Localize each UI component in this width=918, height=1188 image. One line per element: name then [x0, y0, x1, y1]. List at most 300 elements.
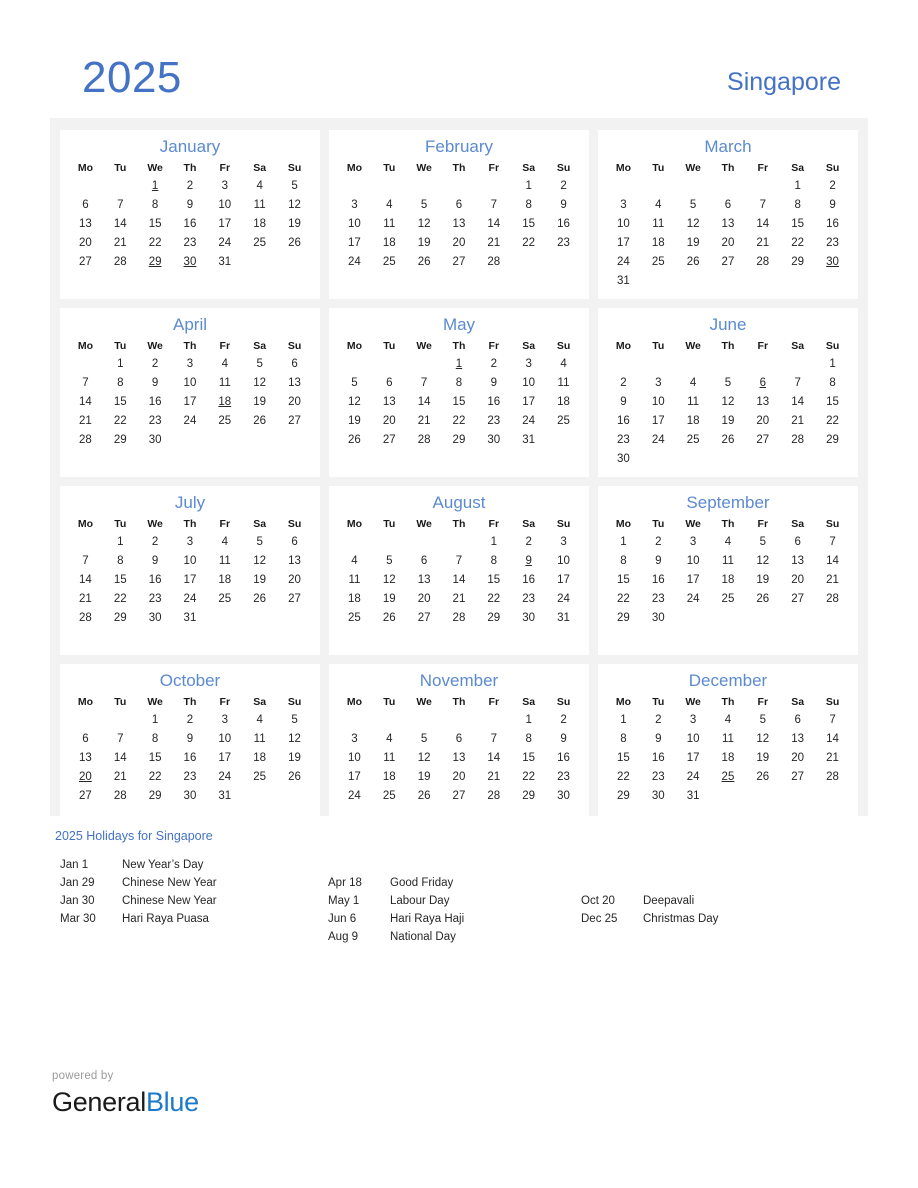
day-cell[interactable]: 29 [113, 434, 127, 446]
day-cell[interactable]: 23 [557, 237, 570, 249]
day-cell[interactable]: 19 [756, 752, 770, 764]
day-cell[interactable]: 10 [218, 733, 232, 745]
day-cell[interactable]: 9 [151, 555, 159, 567]
day-cell-holiday[interactable]: 1 [151, 180, 159, 192]
day-cell[interactable]: 7 [117, 199, 124, 211]
day-cell[interactable]: 10 [183, 377, 197, 389]
day-cell[interactable]: 19 [253, 396, 267, 408]
day-cell[interactable]: 24 [183, 593, 197, 605]
day-cell[interactable]: 22 [113, 593, 127, 605]
day-cell[interactable]: 24 [183, 415, 197, 427]
day-cell[interactable]: 18 [686, 415, 700, 427]
day-cell[interactable]: 25 [253, 771, 267, 783]
day-cell[interactable]: 17 [348, 237, 361, 249]
day-cell[interactable]: 1 [525, 714, 532, 726]
day-cell[interactable]: 28 [826, 771, 839, 783]
day-cell[interactable]: 13 [756, 396, 770, 408]
day-cell[interactable]: 1 [490, 536, 497, 548]
day-cell[interactable]: 30 [557, 790, 570, 802]
day-cell[interactable]: 4 [655, 199, 662, 211]
day-cell[interactable]: 22 [617, 771, 630, 783]
day-cell[interactable]: 7 [829, 714, 836, 726]
day-cell[interactable]: 31 [686, 790, 700, 802]
day-cell[interactable]: 9 [186, 733, 194, 745]
day-cell[interactable]: 29 [791, 256, 805, 268]
day-cell[interactable]: 27 [452, 790, 466, 802]
day-cell[interactable]: 27 [721, 256, 735, 268]
day-cell[interactable]: 5 [759, 536, 766, 548]
day-cell[interactable]: 7 [490, 199, 497, 211]
day-cell[interactable]: 4 [256, 714, 263, 726]
day-cell[interactable]: 16 [651, 574, 665, 586]
day-cell[interactable]: 31 [218, 256, 232, 268]
day-cell[interactable]: 15 [617, 752, 630, 764]
day-cell[interactable]: 13 [382, 396, 396, 408]
day-cell[interactable]: 18 [253, 752, 267, 764]
day-cell[interactable]: 30 [617, 453, 630, 465]
day-cell[interactable]: 22 [487, 593, 501, 605]
day-cell[interactable]: 2 [655, 536, 662, 548]
day-cell[interactable]: 14 [113, 218, 127, 230]
day-cell[interactable]: 27 [288, 593, 301, 605]
day-cell[interactable]: 10 [348, 218, 361, 230]
day-cell[interactable]: 5 [256, 358, 263, 370]
day-cell[interactable]: 8 [117, 377, 124, 389]
day-cell[interactable]: 5 [256, 536, 263, 548]
day-cell[interactable]: 29 [617, 612, 630, 624]
day-cell[interactable]: 7 [82, 377, 89, 389]
day-cell[interactable]: 28 [417, 434, 431, 446]
day-cell[interactable]: 18 [721, 574, 735, 586]
day-cell[interactable]: 17 [686, 574, 700, 586]
day-cell[interactable]: 12 [756, 733, 770, 745]
day-cell[interactable]: 21 [417, 415, 431, 427]
day-cell[interactable]: 2 [655, 714, 662, 726]
day-cell[interactable]: 18 [218, 574, 232, 586]
day-cell[interactable]: 26 [253, 415, 267, 427]
day-cell[interactable]: 11 [652, 218, 665, 230]
day-cell[interactable]: 21 [113, 237, 127, 249]
day-cell[interactable]: 14 [79, 396, 92, 408]
day-cell[interactable]: 22 [522, 237, 536, 249]
day-cell[interactable]: 4 [560, 358, 567, 370]
day-cell[interactable]: 30 [148, 612, 162, 624]
day-cell[interactable]: 30 [522, 612, 536, 624]
day-cell[interactable]: 29 [452, 434, 466, 446]
day-cell[interactable]: 16 [183, 752, 197, 764]
day-cell[interactable]: 19 [253, 574, 267, 586]
day-cell[interactable]: 23 [148, 415, 162, 427]
day-cell[interactable]: 18 [557, 396, 570, 408]
day-cell[interactable]: 16 [183, 218, 197, 230]
day-cell[interactable]: 9 [620, 396, 627, 408]
day-cell[interactable]: 6 [455, 199, 463, 211]
day-cell[interactable]: 22 [617, 593, 630, 605]
day-cell[interactable]: 11 [253, 199, 266, 211]
day-cell[interactable]: 6 [291, 358, 298, 370]
day-cell[interactable]: 13 [79, 752, 92, 764]
day-cell[interactable]: 11 [253, 733, 266, 745]
day-cell[interactable]: 28 [113, 790, 127, 802]
day-cell[interactable]: 16 [557, 218, 570, 230]
day-cell[interactable]: 12 [253, 377, 267, 389]
day-cell[interactable]: 22 [791, 237, 805, 249]
day-cell[interactable]: 3 [351, 199, 358, 211]
day-cell[interactable]: 15 [148, 752, 162, 764]
day-cell[interactable]: 1 [117, 358, 124, 370]
day-cell[interactable]: 2 [490, 358, 497, 370]
day-cell[interactable]: 19 [348, 415, 361, 427]
day-cell[interactable]: 25 [686, 434, 700, 446]
day-cell[interactable]: 6 [420, 555, 428, 567]
day-cell[interactable]: 3 [560, 536, 567, 548]
day-cell-holiday[interactable]: 30 [826, 256, 839, 268]
day-cell[interactable]: 12 [382, 574, 396, 586]
day-cell[interactable]: 12 [348, 396, 361, 408]
day-cell[interactable]: 26 [756, 771, 770, 783]
day-cell[interactable]: 27 [791, 771, 805, 783]
day-cell[interactable]: 5 [759, 714, 766, 726]
day-cell[interactable]: 8 [794, 199, 801, 211]
day-cell[interactable]: 25 [651, 256, 665, 268]
day-cell[interactable]: 14 [756, 218, 770, 230]
day-cell[interactable]: 26 [686, 256, 700, 268]
day-cell[interactable]: 23 [148, 593, 162, 605]
day-cell[interactable]: 13 [721, 218, 735, 230]
day-cell[interactable]: 21 [487, 237, 501, 249]
day-cell[interactable]: 21 [79, 593, 92, 605]
day-cell[interactable]: 7 [420, 377, 428, 389]
day-cell[interactable]: 12 [417, 218, 431, 230]
day-cell[interactable]: 22 [148, 237, 162, 249]
day-cell[interactable]: 20 [791, 752, 805, 764]
day-cell[interactable]: 26 [348, 434, 361, 446]
day-cell[interactable]: 7 [82, 555, 89, 567]
day-cell[interactable]: 25 [721, 593, 735, 605]
day-cell[interactable]: 8 [151, 199, 159, 211]
day-cell[interactable]: 15 [452, 396, 466, 408]
day-cell[interactable]: 16 [557, 752, 570, 764]
day-cell[interactable]: 3 [221, 180, 228, 192]
day-cell[interactable]: 26 [253, 593, 267, 605]
day-cell[interactable]: 20 [288, 396, 301, 408]
day-cell[interactable]: 29 [826, 434, 839, 446]
day-cell[interactable]: 6 [794, 714, 801, 726]
day-cell[interactable]: 28 [791, 434, 805, 446]
day-cell[interactable]: 27 [417, 612, 431, 624]
day-cell[interactable]: 26 [756, 593, 770, 605]
day-cell[interactable]: 27 [288, 415, 301, 427]
day-cell[interactable]: 23 [651, 771, 665, 783]
day-cell[interactable]: 7 [829, 536, 836, 548]
day-cell[interactable]: 15 [113, 396, 127, 408]
day-cell[interactable]: 17 [218, 218, 232, 230]
day-cell[interactable]: 8 [829, 377, 836, 389]
day-cell[interactable]: 3 [620, 199, 627, 211]
day-cell[interactable]: 29 [487, 612, 501, 624]
day-cell[interactable]: 1 [151, 714, 159, 726]
day-cell[interactable]: 8 [455, 377, 463, 389]
day-cell[interactable]: 30 [183, 790, 197, 802]
day-cell[interactable]: 1 [620, 536, 627, 548]
day-cell[interactable]: 30 [148, 434, 162, 446]
day-cell[interactable]: 19 [686, 237, 700, 249]
day-cell[interactable]: 8 [620, 733, 627, 745]
day-cell[interactable]: 10 [686, 733, 700, 745]
day-cell[interactable]: 28 [452, 612, 466, 624]
day-cell[interactable]: 3 [186, 536, 194, 548]
day-cell[interactable]: 3 [689, 714, 697, 726]
day-cell[interactable]: 6 [291, 536, 298, 548]
day-cell[interactable]: 12 [721, 396, 735, 408]
day-cell[interactable]: 20 [417, 593, 431, 605]
day-cell[interactable]: 8 [117, 555, 124, 567]
day-cell[interactable]: 25 [382, 256, 396, 268]
day-cell[interactable]: 2 [186, 180, 194, 192]
day-cell[interactable]: 2 [186, 714, 194, 726]
day-cell-holiday[interactable]: 9 [525, 555, 532, 567]
day-cell[interactable]: 3 [351, 733, 358, 745]
day-cell[interactable]: 15 [791, 218, 805, 230]
day-cell[interactable]: 28 [113, 256, 127, 268]
day-cell[interactable]: 23 [826, 237, 839, 249]
day-cell[interactable]: 4 [724, 714, 732, 726]
day-cell[interactable]: 29 [148, 790, 162, 802]
day-cell[interactable]: 3 [525, 358, 532, 370]
day-cell[interactable]: 13 [452, 218, 466, 230]
day-cell[interactable]: 25 [348, 612, 361, 624]
day-cell[interactable]: 5 [420, 733, 428, 745]
day-cell[interactable]: 7 [455, 555, 463, 567]
day-cell[interactable]: 8 [490, 555, 497, 567]
day-cell[interactable]: 24 [218, 237, 232, 249]
day-cell[interactable]: 11 [687, 396, 700, 408]
day-cell[interactable]: 4 [386, 199, 393, 211]
day-cell[interactable]: 24 [651, 434, 665, 446]
day-cell[interactable]: 4 [221, 536, 228, 548]
day-cell[interactable]: 20 [382, 415, 396, 427]
day-cell[interactable]: 17 [617, 237, 630, 249]
day-cell[interactable]: 14 [826, 555, 839, 567]
day-cell[interactable]: 23 [183, 237, 197, 249]
day-cell[interactable]: 28 [487, 256, 501, 268]
day-cell[interactable]: 20 [721, 237, 735, 249]
day-cell[interactable]: 23 [617, 434, 630, 446]
day-cell[interactable]: 16 [148, 574, 162, 586]
day-cell[interactable]: 20 [452, 237, 466, 249]
day-cell[interactable]: 30 [651, 612, 665, 624]
day-cell[interactable]: 16 [826, 218, 839, 230]
day-cell[interactable]: 10 [651, 396, 665, 408]
day-cell[interactable]: 6 [82, 199, 89, 211]
day-cell[interactable]: 6 [724, 199, 732, 211]
day-cell[interactable]: 31 [557, 612, 570, 624]
day-cell[interactable]: 9 [655, 733, 662, 745]
day-cell[interactable]: 1 [117, 536, 124, 548]
day-cell[interactable]: 25 [218, 415, 232, 427]
day-cell[interactable]: 25 [557, 415, 570, 427]
day-cell[interactable]: 24 [348, 256, 361, 268]
day-cell[interactable]: 26 [288, 771, 301, 783]
day-cell[interactable]: 20 [79, 237, 92, 249]
day-cell[interactable]: 13 [791, 555, 805, 567]
day-cell[interactable]: 9 [655, 555, 662, 567]
day-cell[interactable]: 29 [522, 790, 536, 802]
day-cell[interactable]: 14 [487, 218, 501, 230]
day-cell[interactable]: 21 [826, 574, 839, 586]
day-cell[interactable]: 24 [218, 771, 232, 783]
day-cell[interactable]: 29 [113, 612, 127, 624]
day-cell[interactable]: 18 [253, 218, 267, 230]
day-cell[interactable]: 12 [756, 555, 770, 567]
day-cell[interactable]: 2 [829, 180, 836, 192]
day-cell[interactable]: 29 [617, 790, 630, 802]
day-cell[interactable]: 1 [525, 180, 532, 192]
day-cell[interactable]: 24 [522, 415, 536, 427]
day-cell[interactable]: 1 [794, 180, 801, 192]
day-cell[interactable]: 21 [826, 752, 839, 764]
day-cell[interactable]: 21 [452, 593, 466, 605]
day-cell[interactable]: 11 [721, 733, 734, 745]
day-cell[interactable]: 19 [721, 415, 735, 427]
day-cell[interactable]: 3 [186, 358, 194, 370]
day-cell[interactable]: 20 [288, 574, 301, 586]
day-cell[interactable]: 15 [522, 218, 536, 230]
day-cell[interactable]: 28 [79, 612, 92, 624]
day-cell[interactable]: 23 [183, 771, 197, 783]
day-cell[interactable]: 12 [288, 733, 301, 745]
day-cell[interactable]: 13 [417, 574, 431, 586]
day-cell[interactable]: 5 [351, 377, 358, 389]
day-cell[interactable]: 24 [348, 790, 361, 802]
day-cell[interactable]: 16 [148, 396, 162, 408]
day-cell[interactable]: 4 [351, 555, 358, 567]
day-cell[interactable]: 11 [383, 218, 396, 230]
day-cell[interactable]: 3 [655, 377, 662, 389]
day-cell[interactable]: 10 [617, 218, 630, 230]
day-cell[interactable]: 21 [791, 415, 805, 427]
day-cell[interactable]: 18 [382, 237, 396, 249]
day-cell[interactable]: 28 [826, 593, 839, 605]
day-cell[interactable]: 10 [348, 752, 361, 764]
day-cell[interactable]: 17 [183, 574, 197, 586]
day-cell[interactable]: 27 [79, 790, 92, 802]
day-cell[interactable]: 18 [651, 237, 665, 249]
day-cell[interactable]: 11 [218, 377, 231, 389]
day-cell[interactable]: 15 [826, 396, 839, 408]
day-cell-holiday[interactable]: 18 [218, 396, 232, 408]
day-cell[interactable]: 5 [291, 714, 298, 726]
day-cell[interactable]: 18 [348, 593, 361, 605]
day-cell[interactable]: 22 [826, 415, 839, 427]
day-cell-holiday[interactable]: 6 [759, 377, 766, 389]
day-cell[interactable]: 2 [560, 714, 567, 726]
day-cell[interactable]: 14 [826, 733, 839, 745]
day-cell[interactable]: 17 [686, 752, 700, 764]
day-cell[interactable]: 10 [686, 555, 700, 567]
day-cell[interactable]: 28 [487, 790, 501, 802]
day-cell-holiday[interactable]: 29 [148, 256, 162, 268]
day-cell[interactable]: 19 [417, 771, 431, 783]
day-cell[interactable]: 7 [490, 733, 497, 745]
day-cell[interactable]: 8 [525, 199, 532, 211]
day-cell[interactable]: 1 [829, 358, 836, 370]
day-cell[interactable]: 14 [791, 396, 805, 408]
day-cell[interactable]: 7 [759, 199, 766, 211]
day-cell[interactable]: 9 [560, 733, 567, 745]
day-cell[interactable]: 11 [348, 574, 361, 586]
day-cell[interactable]: 15 [522, 752, 536, 764]
day-cell[interactable]: 19 [417, 237, 431, 249]
day-cell[interactable]: 14 [417, 396, 431, 408]
day-cell[interactable]: 23 [522, 593, 536, 605]
day-cell[interactable]: 15 [617, 574, 630, 586]
day-cell[interactable]: 24 [617, 256, 630, 268]
day-cell[interactable]: 24 [686, 593, 700, 605]
day-cell[interactable]: 4 [221, 358, 228, 370]
day-cell[interactable]: 12 [417, 752, 431, 764]
day-cell[interactable]: 18 [721, 752, 735, 764]
day-cell[interactable]: 17 [522, 396, 536, 408]
day-cell[interactable]: 7 [794, 377, 801, 389]
day-cell[interactable]: 31 [617, 275, 630, 287]
day-cell[interactable]: 1 [620, 714, 627, 726]
day-cell[interactable]: 15 [487, 574, 501, 586]
day-cell[interactable]: 12 [288, 199, 301, 211]
day-cell[interactable]: 2 [620, 377, 627, 389]
day-cell[interactable]: 27 [382, 434, 396, 446]
day-cell[interactable]: 23 [557, 771, 570, 783]
day-cell[interactable]: 10 [522, 377, 536, 389]
day-cell[interactable]: 14 [79, 574, 92, 586]
day-cell[interactable]: 16 [617, 415, 630, 427]
day-cell[interactable]: 26 [288, 237, 301, 249]
day-cell[interactable]: 9 [151, 377, 159, 389]
day-cell-holiday[interactable]: 1 [455, 358, 463, 370]
day-cell[interactable]: 2 [525, 536, 532, 548]
day-cell[interactable]: 25 [218, 593, 232, 605]
day-cell[interactable]: 16 [522, 574, 536, 586]
day-cell[interactable]: 20 [791, 574, 805, 586]
day-cell[interactable]: 14 [113, 752, 127, 764]
day-cell[interactable]: 5 [689, 199, 697, 211]
day-cell[interactable]: 28 [756, 256, 770, 268]
day-cell[interactable]: 22 [113, 415, 127, 427]
day-cell[interactable]: 13 [288, 555, 301, 567]
day-cell[interactable]: 27 [452, 256, 466, 268]
day-cell[interactable]: 30 [651, 790, 665, 802]
day-cell[interactable]: 14 [487, 752, 501, 764]
day-cell[interactable]: 15 [148, 218, 162, 230]
day-cell[interactable]: 6 [386, 377, 393, 389]
day-cell[interactable]: 17 [348, 771, 361, 783]
day-cell[interactable]: 9 [560, 199, 567, 211]
day-cell[interactable]: 15 [113, 574, 127, 586]
day-cell[interactable]: 11 [721, 555, 734, 567]
day-cell[interactable]: 24 [686, 771, 700, 783]
day-cell[interactable]: 8 [151, 733, 159, 745]
day-cell[interactable]: 5 [420, 199, 428, 211]
day-cell[interactable]: 21 [756, 237, 770, 249]
day-cell[interactable]: 31 [218, 790, 232, 802]
day-cell[interactable]: 22 [148, 771, 162, 783]
day-cell[interactable]: 4 [724, 536, 732, 548]
day-cell[interactable]: 20 [756, 415, 770, 427]
day-cell[interactable]: 19 [288, 752, 301, 764]
day-cell[interactable]: 6 [82, 733, 89, 745]
day-cell[interactable]: 9 [829, 199, 836, 211]
day-cell[interactable]: 27 [756, 434, 770, 446]
